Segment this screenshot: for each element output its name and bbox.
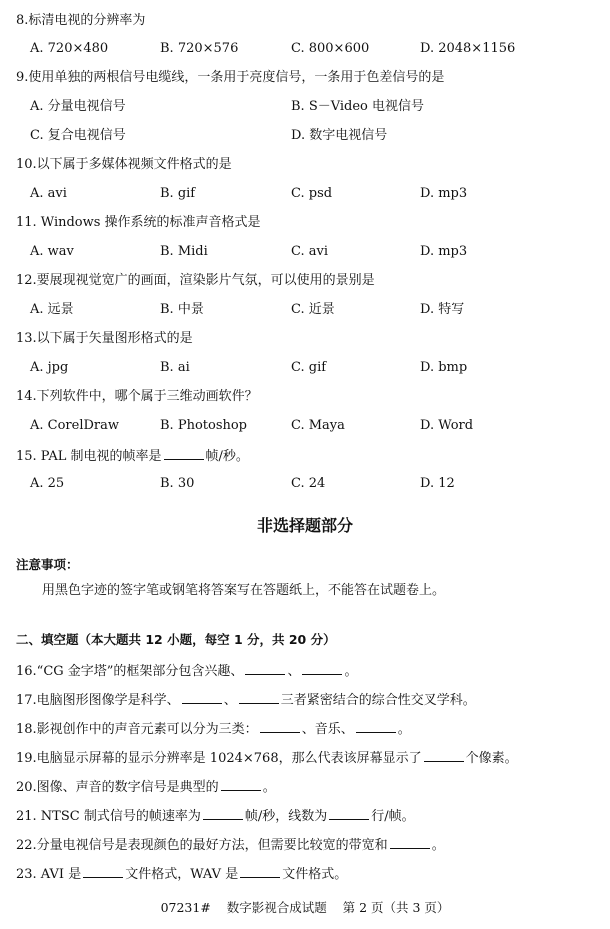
answer-blank[interactable]: [203, 806, 243, 820]
question-21-text: 21. NTSC 制式信号的帧速率为: [16, 809, 201, 824]
question-9-option-c: C. 复合电视信号: [30, 128, 126, 143]
question-12-option-a: A. 远景: [30, 302, 74, 317]
answer-blank[interactable]: [329, 806, 369, 820]
notice-label: 注意事项：: [16, 557, 79, 572]
question-17-end: 三者紧密结合的综合性交叉学科。: [280, 693, 476, 708]
question-16: [16, 661, 357, 681]
question-9-stem: 9.使用单独的两根信号电缆线，一条用于亮度信号，一条用于色差信号的是: [16, 70, 445, 85]
question-20: [16, 777, 276, 797]
question-14-option-b: B. Photoshop: [160, 418, 248, 433]
question-14-stem: 14.下列软件中，哪个属于三维动画软件？: [16, 389, 258, 404]
question-10-option-a: A. avi: [30, 186, 67, 201]
question-22-text: 22.分量电视信号是表现颜色的最好方法，但需要比较宽的带宽和: [16, 838, 388, 853]
question-11-option-d: D. mp3: [420, 244, 468, 259]
question-8-option-d: D. 2048×1156: [420, 41, 516, 56]
answer-blank[interactable]: [221, 777, 261, 791]
question-18: [16, 719, 411, 739]
question-8-option-a: A. 720×480: [30, 41, 109, 56]
question-23-middle: 文件格式，WAV 是: [125, 867, 239, 882]
answer-blank[interactable]: [83, 864, 123, 878]
question-13-option-d: D. bmp: [420, 360, 468, 375]
question-15-stem-text: 15. PAL 制电视的帧率是: [16, 449, 162, 464]
page-footer: 07231# 数字影视合成试题 第 2 页（共 3 页）: [160, 900, 450, 915]
answer-blank[interactable]: [260, 719, 300, 733]
question-15-stem-end: 帧/秒。: [205, 449, 249, 464]
question-13-option-c: C. gif: [291, 360, 327, 375]
question-14-option-c: C. Maya: [291, 418, 345, 433]
question-11-option-b: B. Midi: [160, 244, 208, 259]
question-11-option-c: C. avi: [291, 244, 329, 259]
question-8-stem: 8.标清电视的分辨率为: [16, 13, 146, 28]
question-21: [16, 806, 415, 826]
question-19-end: 个像素。: [465, 751, 518, 766]
question-10-option-d: D. mp3: [420, 186, 468, 201]
answer-blank[interactable]: [164, 446, 204, 460]
question-12-option-c: C. 近景: [291, 302, 335, 317]
question-13-option-a: A. jpg: [30, 360, 69, 375]
question-17: [16, 690, 476, 710]
answer-blank[interactable]: [302, 661, 342, 675]
part2-heading: 二、填空题（本大题共 12 小题，每空 1 分，共 20 分）: [16, 632, 336, 647]
question-10-stem: 10.以下属于多媒体视频文件格式的是: [16, 157, 232, 172]
question-15-option-b: B. 30: [160, 476, 195, 491]
question-23: [16, 864, 347, 884]
question-12-option-d: D. 特写: [420, 302, 465, 317]
question-15-stem: [16, 446, 249, 466]
question-15-option-c: C. 24: [291, 476, 326, 491]
question-10-option-c: C. psd: [291, 186, 333, 201]
question-15-option-d: D. 12: [420, 476, 455, 491]
question-11-stem: 11. Windows 操作系统的标准声音格式是: [16, 215, 261, 230]
answer-blank[interactable]: [240, 864, 280, 878]
question-16-end: 。: [344, 664, 358, 679]
question-18-text: 18.影视创作中的声音元素可以分为三类：: [16, 722, 258, 737]
question-9-option-b: B. S－Video 电视信号: [291, 99, 425, 114]
question-23-end: 文件格式。: [282, 867, 348, 882]
question-23-text: 23. AVI 是: [16, 867, 82, 882]
question-19: [16, 748, 518, 768]
question-8-option-c: C. 800×600: [291, 41, 370, 56]
question-13-stem: 13.以下属于矢量图形格式的是: [16, 331, 193, 346]
answer-blank[interactable]: [245, 661, 285, 675]
answer-blank[interactable]: [182, 690, 222, 704]
question-16-text: 16.“CG 金字塔”的框架部分包含兴趣、: [16, 664, 244, 679]
question-17-text: 17.电脑图形图像学是科学、: [16, 693, 180, 708]
question-20-end: 。: [262, 780, 276, 795]
question-22-end: 。: [431, 838, 445, 853]
question-18-end: 。: [397, 722, 411, 737]
question-17-separator: 、: [223, 693, 237, 708]
answer-blank[interactable]: [239, 690, 279, 704]
question-11-option-a: A. wav: [30, 244, 74, 259]
notice-text: 用黑色字迹的签字笔或钢笔将答案写在答题纸上，不能答在试题卷上。: [42, 583, 446, 598]
question-15-option-a: A. 25: [30, 476, 65, 491]
question-9-option-a: A. 分量电视信号: [30, 99, 126, 114]
question-19-text: 19.电脑显示屏幕的显示分辨率是 1024×768，那么代表该屏幕显示了: [16, 751, 422, 766]
question-21-end: 行/帧。: [371, 809, 415, 824]
question-12-stem: 12.要展现视觉宽广的画面，渲染影片气氛，可以使用的景别是: [16, 273, 375, 288]
question-13-option-b: B. ai: [160, 360, 190, 375]
answer-blank[interactable]: [424, 748, 464, 762]
question-8-option-b: B. 720×576: [160, 41, 239, 56]
question-12-option-b: B. 中景: [160, 302, 204, 317]
question-16-separator: 、: [287, 664, 301, 679]
section-title: 非选择题部分: [256, 516, 353, 535]
question-14-option-a: A. CorelDraw: [30, 418, 120, 433]
question-10-option-b: B. gif: [160, 186, 196, 201]
question-22: [16, 835, 445, 855]
question-18-middle: 、音乐、: [301, 722, 354, 737]
question-20-text: 20.图像、声音的数字信号是典型的: [16, 780, 219, 795]
question-14-option-d: D. Word: [420, 418, 474, 433]
question-9-option-d: D. 数字电视信号: [291, 128, 388, 143]
answer-blank[interactable]: [356, 719, 396, 733]
question-21-middle: 帧/秒，线数为: [244, 809, 328, 824]
answer-blank[interactable]: [390, 835, 430, 849]
